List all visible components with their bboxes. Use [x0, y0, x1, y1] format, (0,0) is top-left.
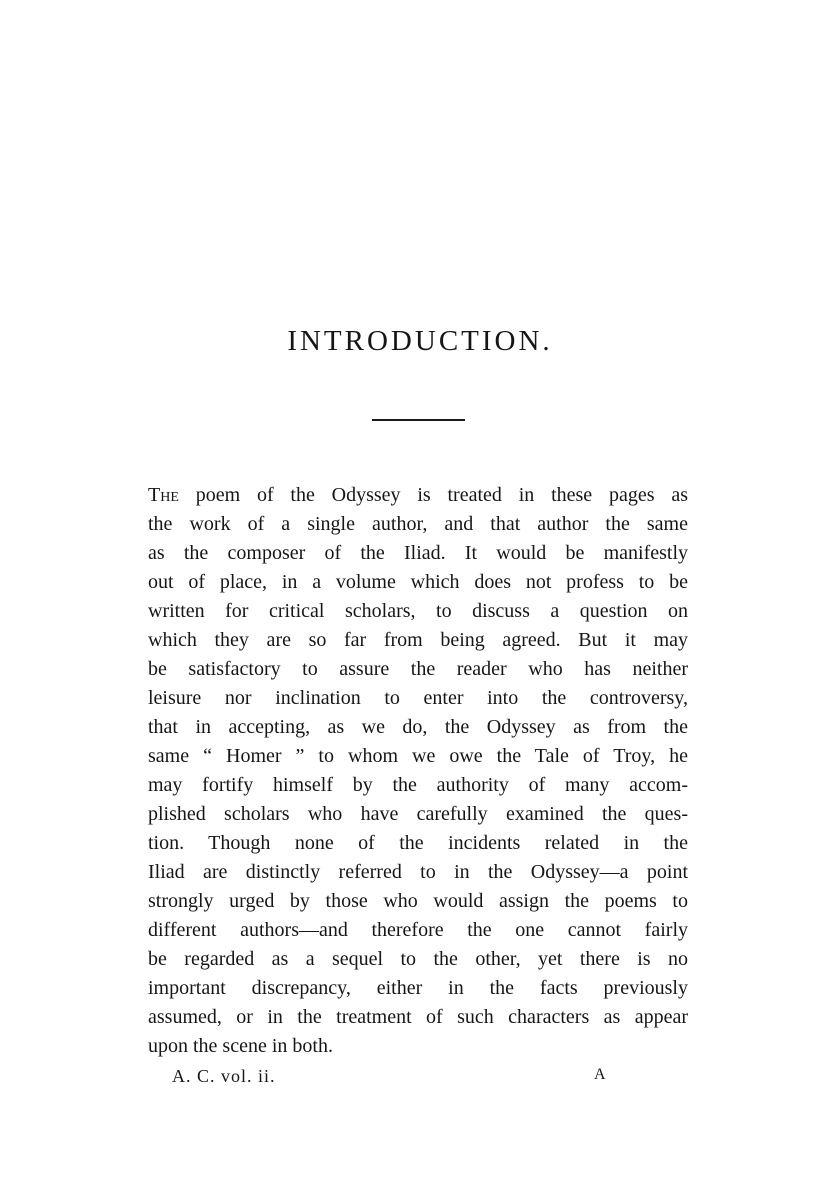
paragraph-line: which they are so far from being agreed. But it may — [148, 629, 688, 651]
paragraph-line: plished scholars who have carefully examined the ques- — [148, 803, 688, 825]
paragraph-line: different authors—and therefore the one cannot fairly — [148, 919, 688, 941]
paragraph-line: be regarded as a sequel to the other, yet there is no — [148, 948, 688, 970]
introduction-paragraph — [148, 481, 688, 1061]
paragraph-line: same “ Homer ” to whom we owe the Tale of Troy, he — [148, 745, 688, 767]
paragraph-line: the work of a single author, and that author the same — [148, 513, 688, 535]
paragraph-line: The poem of the Odyssey is treated in these pages as — [148, 484, 688, 506]
paragraph-line: upon the scene in both. — [148, 1035, 333, 1057]
paragraph-line: assumed, or in the treatment of such characters as appear — [148, 1006, 688, 1028]
paragraph-line: strongly urged by those who would assign the poems to — [148, 890, 688, 912]
paragraph-line: that in accepting, as we do, the Odyssey as from the — [148, 716, 688, 738]
title-divider — [372, 419, 465, 421]
paragraph-line: as the composer of the Iliad. It would be manifestly — [148, 542, 688, 564]
paragraph-line: may fortify himself by the authority of many accom- — [148, 774, 688, 796]
paragraph-line: out of place, in a volume which does not profess to be — [148, 571, 688, 593]
paragraph-line: be satisfactory to assure the reader who has neither — [148, 658, 688, 680]
paragraph-line: important discrepancy, either in the facts previously — [148, 977, 688, 999]
paragraph-line: tion. Though none of the incidents related in the — [148, 832, 688, 854]
paragraph-line: written for critical scholars, to discuss a question on — [148, 600, 688, 622]
page-title: INTRODUCTION. — [287, 325, 553, 357]
signature-mark: A. C. vol. ii. — [172, 1066, 276, 1086]
sheet-mark: A — [594, 1066, 606, 1083]
paragraph-line: Iliad are distinctly referred to in the Odyssey—a point — [148, 861, 688, 883]
drop-word: The — [148, 484, 179, 506]
paragraph-line: leisure nor inclination to enter into the controversy, — [148, 687, 688, 709]
